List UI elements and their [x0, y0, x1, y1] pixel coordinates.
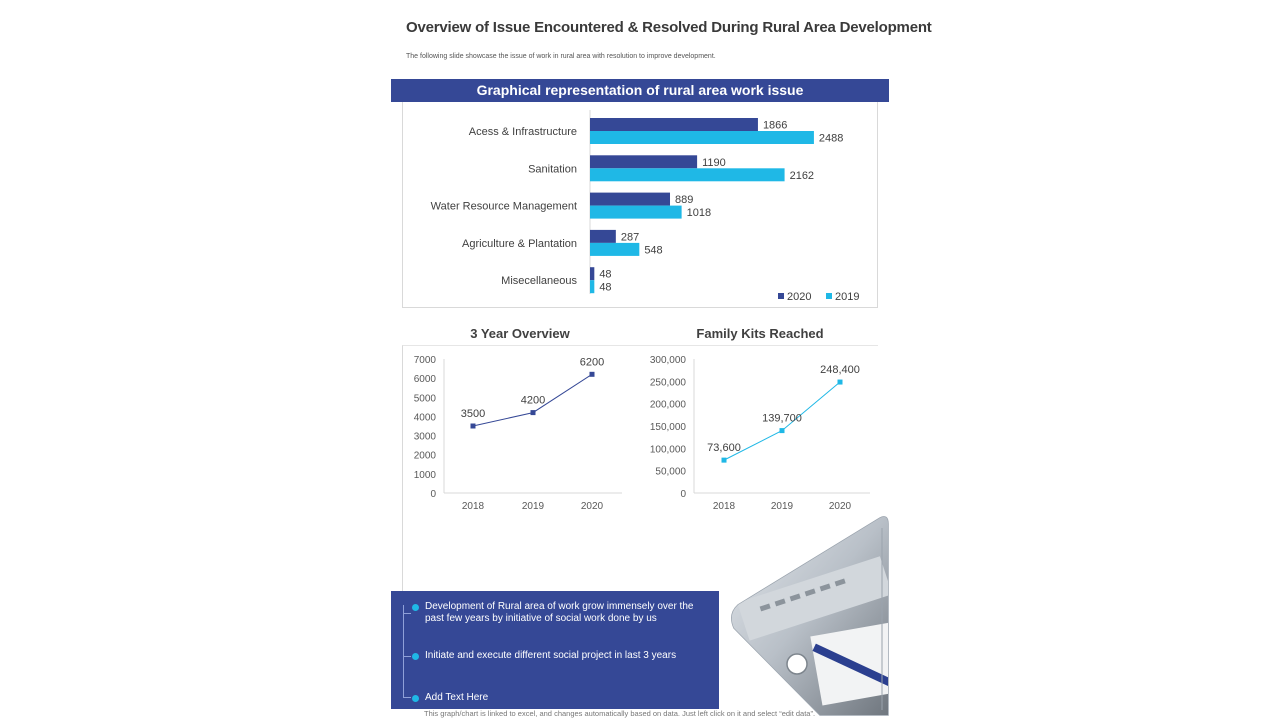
- data-label: 248,400: [820, 364, 860, 377]
- bar-category-label: Agriculture & Plantation: [462, 237, 577, 250]
- data-point[interactable]: [780, 428, 785, 433]
- y-tick-label: 3000: [413, 431, 436, 443]
- data-point[interactable]: [471, 424, 476, 429]
- y-tick-label: 100,000: [649, 444, 686, 456]
- bar-value-label: 48: [599, 268, 612, 281]
- bullet-text: Development of Rural area of work grow immensely over the past few years by initiative of social work done by us: [425, 601, 694, 624]
- bar-value-label: 2162: [789, 169, 815, 182]
- data-point[interactable]: [531, 410, 536, 415]
- bar-2019[interactable]: [590, 131, 814, 144]
- line-chart-1-title: 3 Year Overview: [470, 326, 570, 341]
- data-label: 4200: [520, 394, 546, 407]
- legend-swatch-2019: [826, 293, 832, 299]
- bar-value-label: 48: [599, 281, 612, 294]
- bar-chart[interactable]: [402, 102, 878, 308]
- bar-2019[interactable]: [590, 243, 639, 256]
- x-tick-label: 2020: [828, 501, 852, 512]
- y-tick-label: 5000: [413, 393, 436, 405]
- y-tick-label: 4000: [413, 412, 436, 424]
- bar-2020[interactable]: [590, 230, 616, 243]
- bullet-dot-icon: [412, 653, 419, 660]
- bar-2020[interactable]: [590, 267, 594, 280]
- data-label: 139,700: [762, 412, 802, 425]
- info-box: [391, 591, 719, 709]
- y-tick-label: 250,000: [649, 377, 686, 389]
- y-tick-label: 6000: [413, 374, 436, 386]
- y-tick-label: 0: [430, 489, 436, 500]
- bar-category-label: Acess & Infrastructure: [468, 126, 577, 138]
- y-tick-label: 200,000: [649, 399, 686, 411]
- bar-value-label: 1866: [762, 119, 788, 132]
- data-label: 6200: [579, 356, 605, 369]
- data-label: 3500: [460, 408, 486, 420]
- line-chart-family-kits[interactable]: [637, 348, 878, 518]
- y-tick-label: 2000: [413, 450, 436, 462]
- x-tick-label: 2020: [580, 501, 604, 512]
- bullet-item-1[interactable]: [425, 601, 710, 625]
- x-tick-label: 2018: [461, 501, 485, 512]
- slide-subtitle: The following slide showcase the issue of work in rural area with resolution to improve development.: [406, 53, 716, 60]
- bar-category-label: Water Resource Management: [430, 200, 577, 213]
- bar-2019[interactable]: [590, 280, 594, 293]
- bar-value-label: 287: [620, 231, 640, 244]
- laptop-photo-illustration: [720, 510, 890, 720]
- bullet-item-2[interactable]: [425, 650, 710, 662]
- x-tick-label: 2019: [521, 501, 545, 512]
- bullet-text: Initiate and execute different social project in last 3 years: [425, 650, 677, 661]
- bar-2019[interactable]: [590, 168, 785, 181]
- y-tick-label: 150,000: [649, 422, 686, 433]
- bar-2019[interactable]: [590, 206, 682, 219]
- data-point[interactable]: [590, 372, 595, 377]
- bullet-dot-icon: [412, 604, 419, 611]
- bar-value-label: 2488: [818, 132, 844, 145]
- y-tick-label: 50,000: [655, 466, 686, 478]
- bar-chart-banner: Graphical representation of rural area work issue: [391, 79, 889, 102]
- bullet-tick: [403, 656, 411, 657]
- bullet-text: Add Text Here: [425, 692, 489, 703]
- y-tick-label: 7000: [413, 355, 436, 366]
- bar-value-label: 889: [675, 194, 694, 207]
- footer-note: This graph/chart is linked to excel, and changes automatically based on data. Just left click on it and select “edit data”.: [424, 709, 816, 718]
- legend-swatch-2020: [778, 293, 784, 299]
- y-tick-label: 1000: [413, 469, 436, 481]
- y-tick-label: 0: [680, 489, 686, 500]
- x-tick-label: 2018: [712, 501, 736, 512]
- bar-2020[interactable]: [590, 193, 670, 206]
- bar-category-label: Misecellaneous: [501, 275, 577, 288]
- bullet-tick: [403, 697, 411, 698]
- bullet-connector-line: [403, 605, 404, 697]
- legend-label-2020[interactable]: 2020: [787, 291, 812, 303]
- y-tick-label: 300,000: [649, 355, 686, 366]
- slide-title: Overview of Issue Encountered & Resolved During Rural Area Development: [406, 19, 932, 36]
- bar-2020[interactable]: [590, 155, 697, 168]
- bullet-dot-icon: [412, 695, 419, 702]
- bar-value-label: 1018: [686, 207, 712, 220]
- bar-category-label: Sanitation: [528, 163, 577, 176]
- bullet-item-3[interactable]: [425, 692, 710, 704]
- data-point[interactable]: [722, 458, 727, 463]
- x-tick-label: 2019: [770, 501, 794, 512]
- bar-value-label: 1190: [702, 156, 726, 169]
- bar-2020[interactable]: [590, 118, 758, 131]
- bullet-tick: [403, 613, 411, 614]
- line-chart-3-year-overview[interactable]: [402, 348, 637, 518]
- line-chart-2-title: Family Kits Reached: [696, 326, 824, 341]
- data-point[interactable]: [838, 380, 843, 385]
- legend-label-2019[interactable]: 2019: [835, 291, 860, 303]
- bar-value-label: 548: [644, 244, 663, 257]
- data-label: 73,600: [707, 442, 741, 455]
